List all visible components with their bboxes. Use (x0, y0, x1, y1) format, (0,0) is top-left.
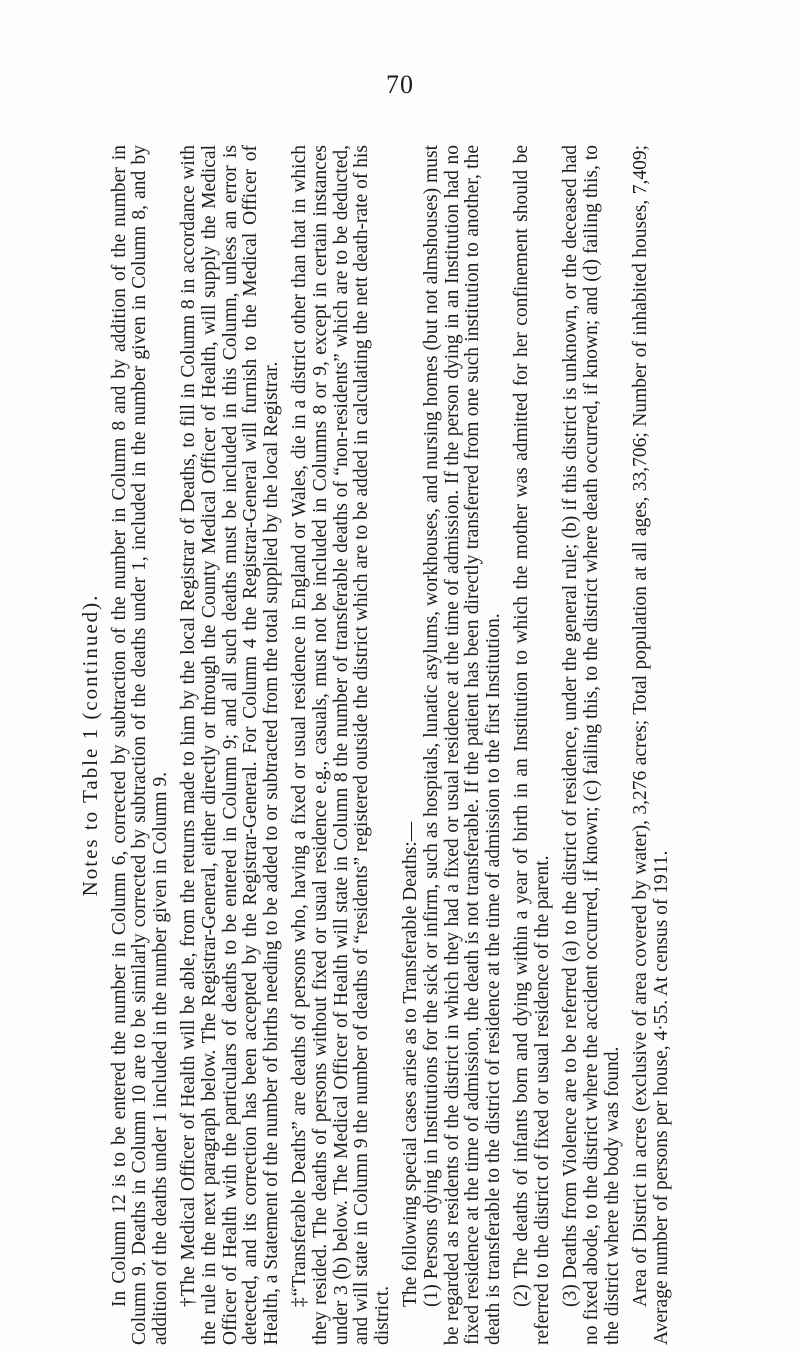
notes-heading: Notes to Table 1 (continued). (78, 593, 102, 897)
paragraph-medical-officer: †The Medical Officer of Health will be able, from the returns made to him by the local Registrar of Deaths, to fill in Column 8 in accordance with the rule in the next paragraph below. The Registrar-General, either directly or through the County Medical Officer of Health, will supply the Medical Officer of Health with the particulars of deaths to be entered in Column 9; and all such deaths must be included in this Column, unless an error is detected, and its correction has been accepted by the Registrar-General. For Column 4 the Registrar-General will furnish to the Medical Officer of Health, a Statement of the number of births needing to be added to or subtracted from the total supplied by the local Registrar. (178, 145, 282, 1345)
paragraph-column-12: In Column 12 is to be entered the number in Column 6, corrected by subtraction of the number in Column 8 and by addition of the number in Column 9. Deaths in Column 10 are to be similarly corrected by subtraction of the deaths under 1, included in the number given in Column 8, and by addition of the deaths under 1 included in the number given in Column 9. (108, 145, 171, 1345)
paragraph-case-1-institutions: (1) Persons dying in Institutions for the sick or infirm, such as hospitals, lunatic asylums, workhouses, and nursing homes (but not almshouses) must be regarded as residents of the district in which they had a fixed or usual residence at the time of admission. If the person dying in an Institution had no fixed residence at the time of admission, the death is not transferable. If the patient has been directly transferred from one such institution to another, the death is transferable to the district of residence at the time of admission to the first Institution. (420, 145, 504, 1345)
paragraph-case-3-violence: (3) Deaths from Violence are to be referred (a) to the district of residence, under the general rule; (b) if this district is unknown, or the deceased had no fixed abode, to the district where the accident occurred, if known; (c) failing this, to the district where death occurred, if known; and (d) failing this, to the district where the body was found. (560, 145, 623, 1345)
paragraph-special-cases-intro: The following special cases arise as to Transferable Deaths:— (400, 821, 422, 1307)
page-number: 70 (386, 70, 414, 99)
paragraph-area-statistics: Area of District in acres (exclusive of area covered by water), 3,276 acres; Total population at all ages, 33,706; Number of inhabited houses, 7,409; Average number of persons per house, 4·55. At census of 1911. (630, 145, 672, 1345)
rotated-notes-block (80, 145, 720, 1345)
paragraph-transferable-deaths: ‡“Transferable Deaths” are deaths of persons who, having a fixed or usual residence in England or Wales, die in a district other than that in which they resided. The deaths of persons without fixed or usual residence e.g., casuals, must not be included in Columns 8 or 9, except in certain instances under 3 (b) below. The Medical Officer of Health will state in Column 8 the number of transferable deaths of “non-residents” which are to be deducted, and will state in Column 9 the number of deaths of “residents” registered outside the district which are to be added in calculating the nett death-rate of his district. (289, 145, 393, 1345)
paragraph-case-2-infants: (2) The deaths of infants born and dying within a year of birth in an Institution to which the mother was admitted for her confinement should be referred to the district of fixed or usual residence of the parent. (511, 145, 553, 1345)
